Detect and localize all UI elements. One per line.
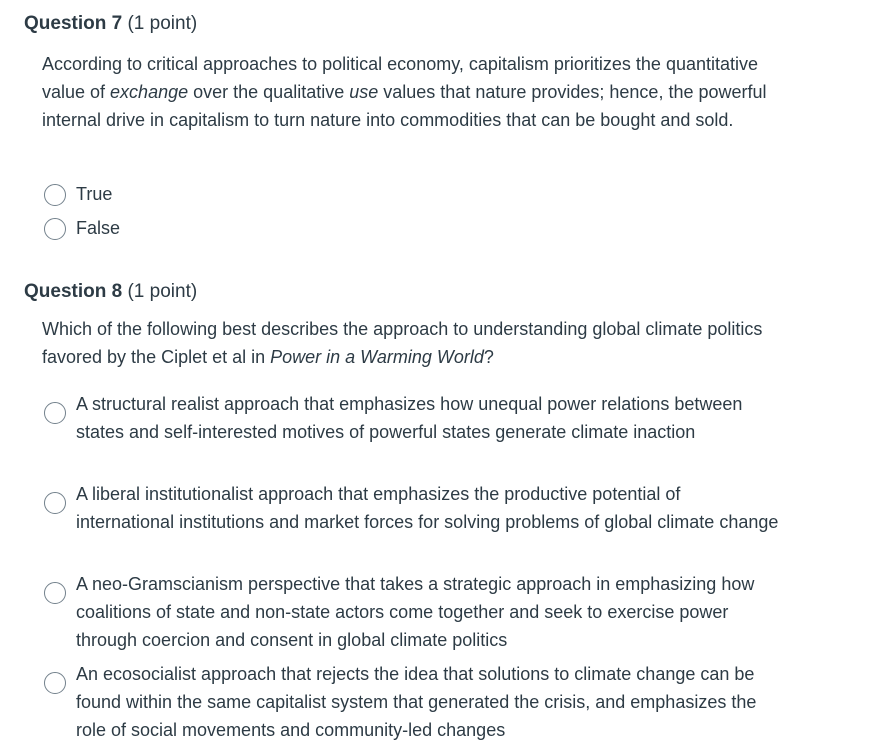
radio-button[interactable] xyxy=(44,492,66,514)
answer-option-true[interactable] xyxy=(42,180,782,214)
radio-button[interactable] xyxy=(44,582,66,604)
question-title: Question 7 xyxy=(24,13,123,34)
question-text-emphasis: exchange xyxy=(110,82,189,102)
question-points: (1 point) xyxy=(127,281,198,302)
answer-label: False xyxy=(76,218,121,238)
answer-option-false[interactable] xyxy=(42,214,782,248)
question-header xyxy=(24,12,864,36)
question-text xyxy=(42,50,772,134)
question-text-emphasis: use xyxy=(349,82,379,102)
question-8 xyxy=(24,280,864,304)
question-text-part: values that nature provides; hence, the powerful internal drive in capitalism to turn nature into commodities that can be bought and sold. xyxy=(42,82,767,130)
answer-option[interactable] xyxy=(42,480,782,570)
answer-label: A neo-Gramscianism perspective that takes a strategic approach in emphasizing how coalitions of state and non-state actors come together and seek to exercise power through coercion and consent in global climate politics xyxy=(76,574,755,650)
question-points: (1 point) xyxy=(127,13,198,34)
answer-list xyxy=(42,390,782,750)
radio-button[interactable] xyxy=(44,218,66,240)
question-text-part: According to critical approaches to political economy, capitalism prioritizes the quantitative value of xyxy=(42,54,759,102)
question-title: Question 8 xyxy=(24,281,123,302)
answer-option[interactable] xyxy=(42,570,782,660)
radio-button[interactable] xyxy=(44,184,66,206)
question-text-part: over the qualitative xyxy=(188,82,350,102)
answer-option[interactable] xyxy=(42,390,782,480)
answer-label: An ecosocialist approach that rejects the idea that solutions to climate change can be found within the same capitalist system that generated the crisis, and emphasizes the role of social movements and community-led changes xyxy=(76,664,757,740)
question-text-part: Which of the following best describes the approach to understanding global climate politics favored by the Ciplet et al in xyxy=(42,319,763,367)
answer-label: A liberal institutionalist approach that emphasizes the productive potential of international institutions and market forces for solving problems of global climate change xyxy=(76,484,779,532)
radio-button[interactable] xyxy=(44,402,66,424)
answer-option[interactable] xyxy=(42,660,782,750)
answer-list xyxy=(42,180,782,248)
answer-label: True xyxy=(76,184,113,204)
question-header xyxy=(24,280,864,304)
answer-label: A structural realist approach that emphasizes how unequal power relations between states and self-interested motives of powerful states generate climate inaction xyxy=(76,394,743,442)
radio-button[interactable] xyxy=(44,672,66,694)
question-text-emphasis: Power in a Warming World xyxy=(270,347,484,367)
question-7 xyxy=(24,12,864,36)
question-text-part: ? xyxy=(483,347,494,367)
question-text xyxy=(42,315,772,371)
